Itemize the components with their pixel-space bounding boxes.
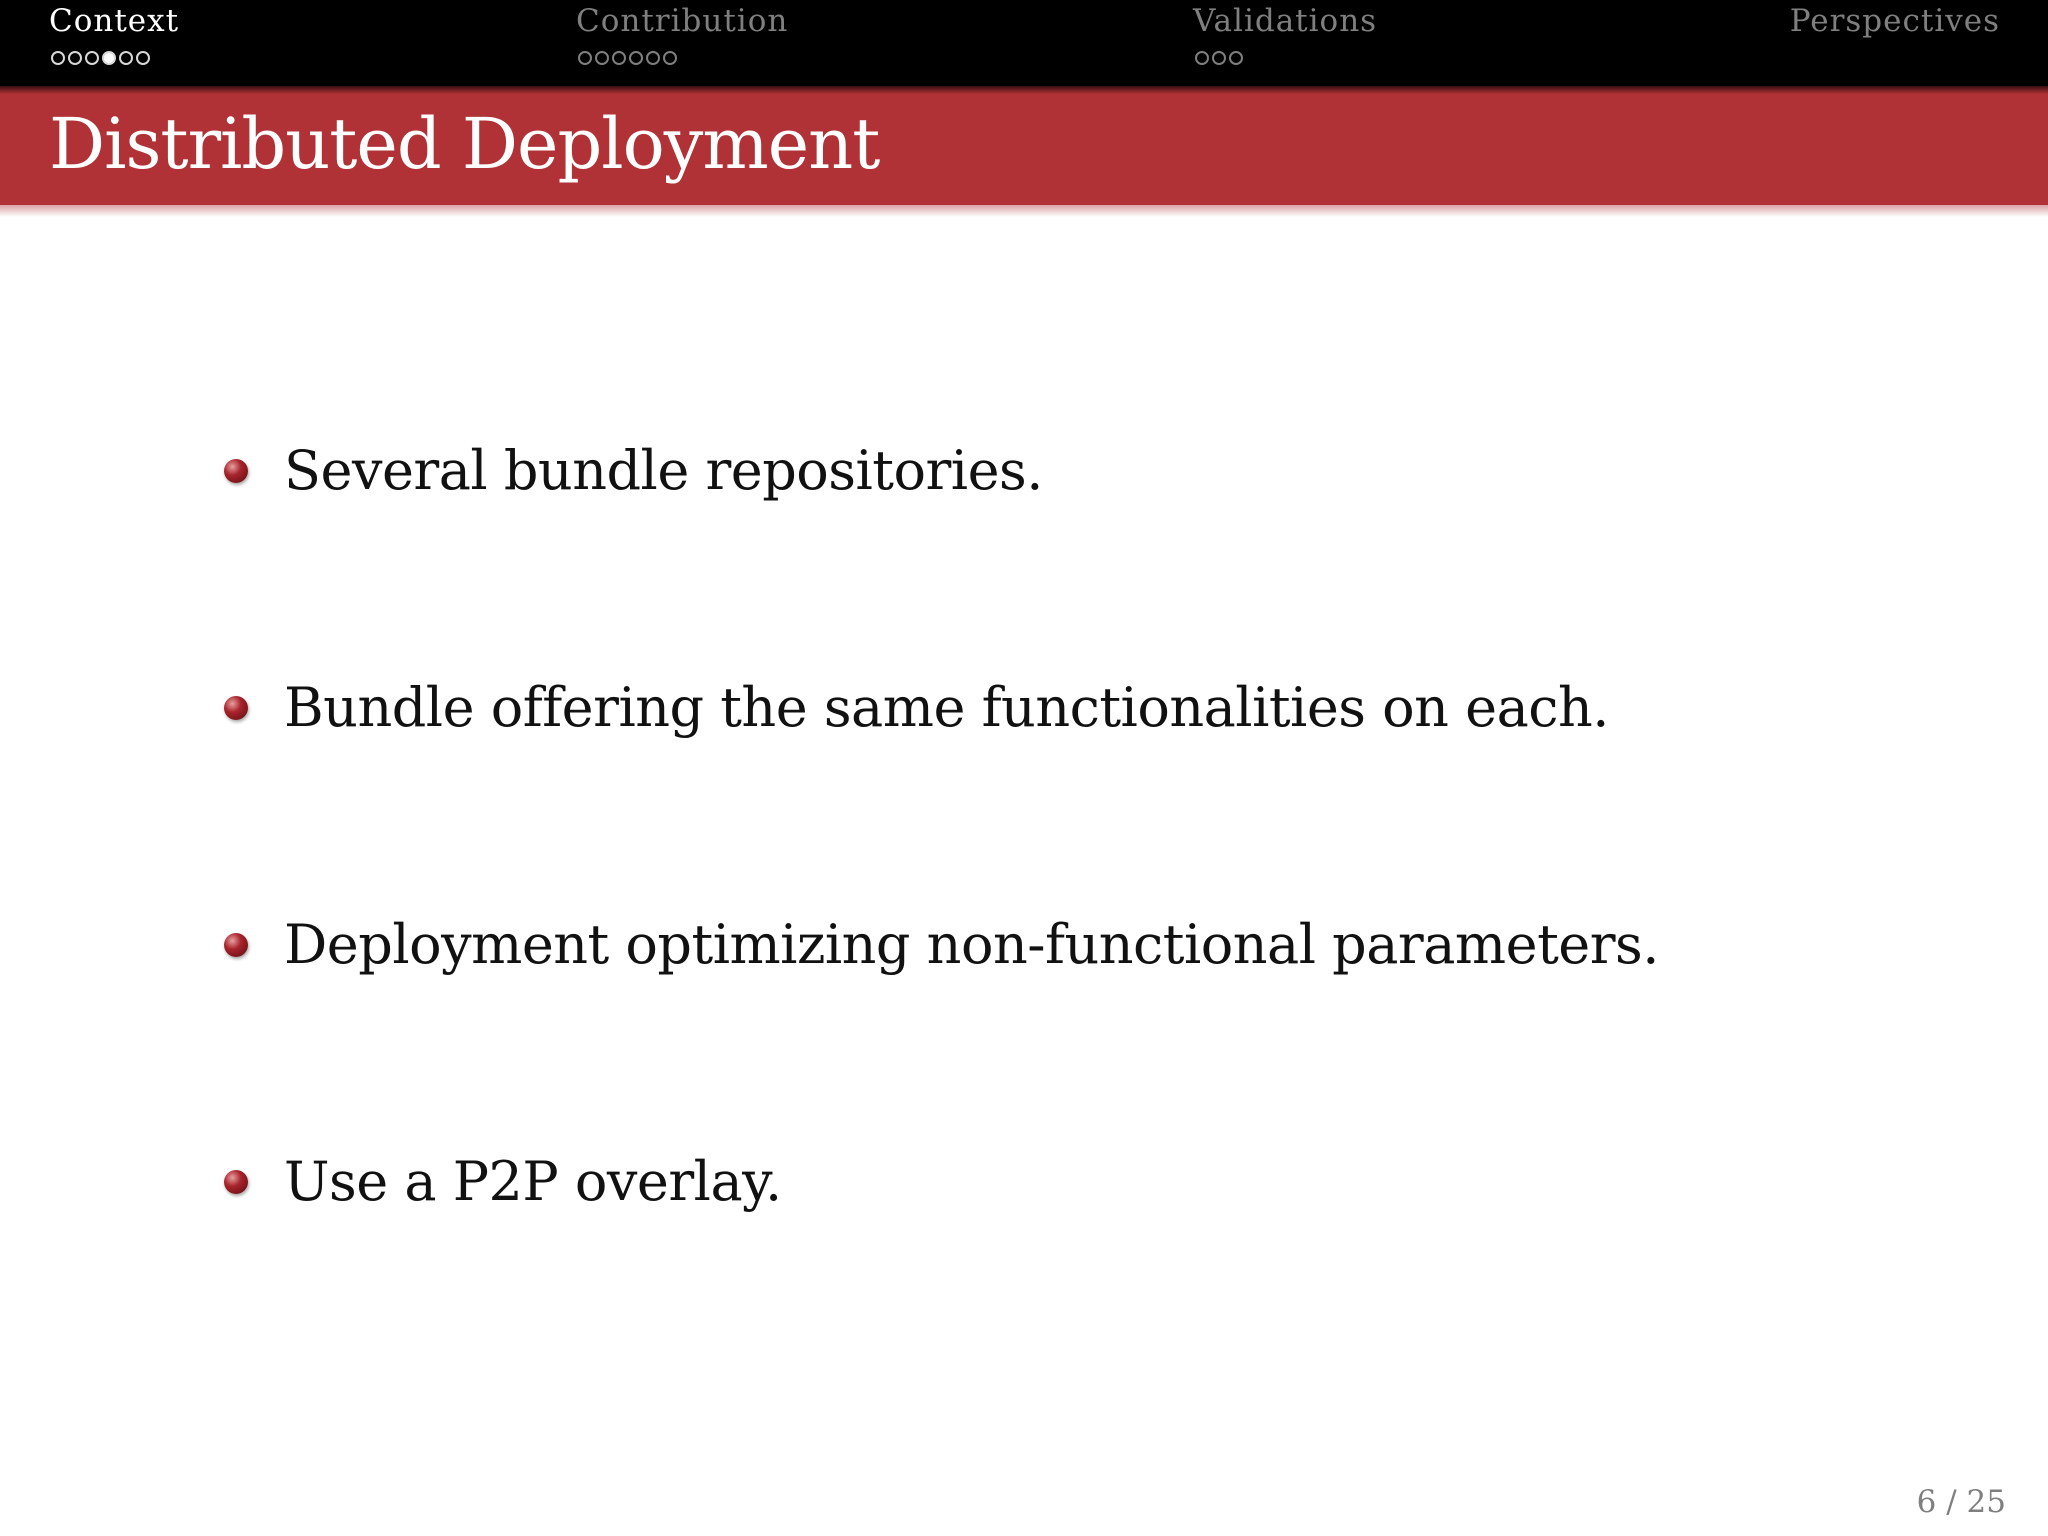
bullet-ball-icon (224, 696, 248, 720)
nav-section-contribution[interactable] (576, 0, 788, 86)
nav-slide-dots (578, 51, 788, 65)
bullet-text: Use a P2P overlay. (284, 1150, 782, 1213)
nav-slide-dot[interactable] (595, 51, 609, 65)
nav-slide-dot[interactable] (646, 51, 660, 65)
nav-slide-dot[interactable] (119, 51, 133, 65)
nav-section-label[interactable]: Contribution (576, 3, 789, 39)
nav-section-label[interactable]: Context (49, 3, 180, 39)
nav-slide-dot[interactable] (85, 51, 99, 65)
bullet-ball-icon (224, 459, 248, 483)
nav-section-perspectives[interactable] (1790, 0, 2000, 86)
nav-slide-dot[interactable] (1229, 51, 1243, 65)
nav-section-context[interactable] (49, 0, 179, 86)
frame-title: Distributed Deployment (49, 103, 880, 185)
bullet-text: Deployment optimizing non-functional parameters. (284, 913, 1659, 976)
bullet-ball-icon (224, 933, 248, 957)
bullet-item (224, 668, 1609, 748)
bullet-item (224, 431, 1043, 511)
bullet-text: Several bundle repositories. (284, 439, 1043, 502)
nav-slide-dot[interactable] (51, 51, 65, 65)
nav-slide-dot[interactable] (612, 51, 626, 65)
section-navigation-bar (0, 0, 2048, 86)
nav-slide-dot[interactable] (629, 51, 643, 65)
nav-slide-dot[interactable] (663, 51, 677, 65)
bullet-ball-icon (224, 1170, 248, 1194)
nav-slide-dot[interactable] (578, 51, 592, 65)
nav-slide-dots (1195, 51, 1377, 65)
nav-slide-dot[interactable] (1195, 51, 1209, 65)
nav-slide-dot[interactable] (68, 51, 82, 65)
nav-current-slide-dot[interactable] (102, 51, 116, 65)
bullet-item (224, 905, 1659, 985)
nav-section-label[interactable]: Validations (1193, 3, 1378, 39)
bullet-item (224, 1142, 782, 1222)
bullet-text: Bundle offering the same functionalities on each. (284, 676, 1609, 739)
nav-slide-dots (51, 51, 179, 65)
nav-section-validations[interactable] (1193, 0, 1377, 86)
nav-section-label[interactable]: Perspectives (1789, 3, 2000, 39)
nav-slide-dot[interactable] (1212, 51, 1226, 65)
page-number: 6 / 25 (1916, 1484, 2006, 1520)
nav-slide-dot[interactable] (136, 51, 150, 65)
frame-title-band (0, 86, 2048, 205)
